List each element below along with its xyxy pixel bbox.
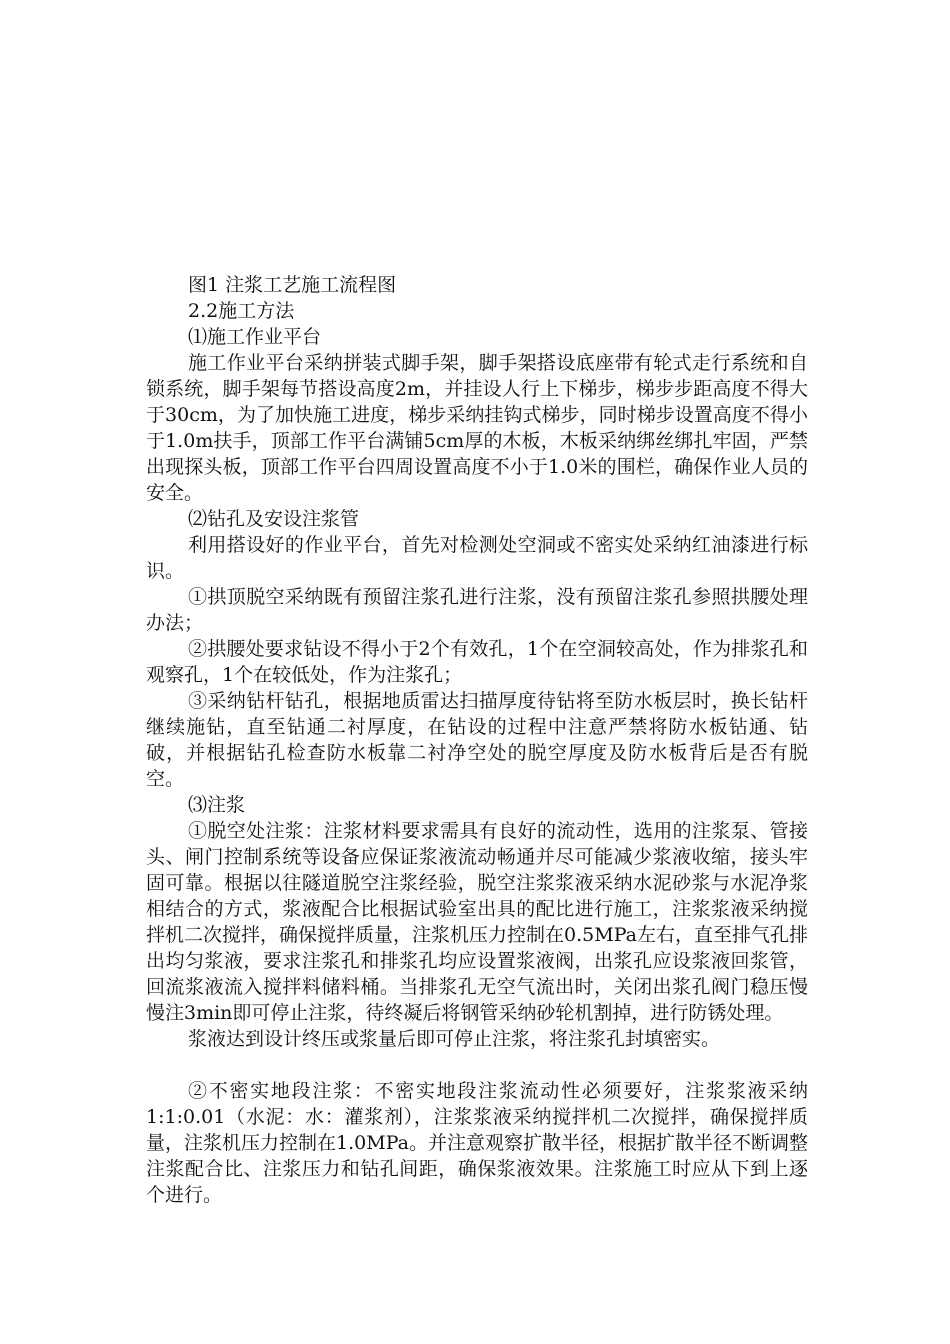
blank-line	[146, 1052, 808, 1078]
section-heading: 2.2施工方法	[188, 300, 295, 322]
figure-caption: 图1 注浆工艺施工流程图	[188, 274, 397, 296]
paragraph-stop-grouting: 浆液达到设计终压或浆量后即可停止注浆，将注浆孔封填密实。	[188, 1028, 721, 1050]
paragraph-marking: 利用搭设好的作业平台，首先对检测处空洞或不密实处采纳红油漆进行标识。	[146, 534, 808, 582]
subsection-heading-drilling: ⑵钻孔及安设注浆管	[188, 508, 360, 530]
list-item-crown: ①拱顶脱空采纳既有预留注浆孔进行注浆，没有预留注浆孔参照拱腰处理办法；	[146, 586, 808, 634]
list-item-loose-section-grouting: ②不密实地段注浆：不密实地段注浆流动性必须要好，注浆浆液采纳1:1:0.01（水泥：水：灌浆剂），注浆浆液采纳搅拌机二次搅拌，确保搅拌质量，注浆机压力控制在1.0MPa。并注意观察扩散半径，根据扩散半径不断调整注浆配合比、注浆压力和钻孔间距，确保浆液效果。注浆施工时应从下到上逐个进行。	[146, 1080, 808, 1206]
list-item-haunch: ②拱腰处要求钻设不得小于2个有效孔，1个在空洞较高处，作为排浆孔和观察孔，1个在较低处，作为注浆孔；	[146, 638, 808, 686]
subsection-heading-grouting: ⑶注浆	[188, 794, 246, 816]
list-item-drill-rod: ③采纳钻杆钻孔，根据地质雷达扫描厚度待钻将至防水板层时，换长钻杆继续施钻，直至钻通二衬厚度，在钻设的过程中注意严禁将防水板钻通、钻破，并根据钻孔检查防水板靠二衬净空处的脱空厚度及防水板背后是否有脱空。	[146, 690, 808, 790]
document-body	[146, 272, 808, 1208]
subsection-heading-platform: ⑴施工作业平台	[188, 326, 322, 348]
paragraph-platform: 施工作业平台采纳拼装式脚手架，脚手架搭设底座带有轮式走行系统和自锁系统，脚手架每节搭设高度2m，并挂设人行上下梯步，梯步步距高度不得大于30cm，为了加快施工进度，梯步采纳挂钩式梯步，同时梯步设置高度不得小于1.0m扶手，顶部工作平台满铺5cm厚的木板，木板采纳绑丝绑扎牢固，严禁出现探头板，顶部工作平台四周设置高度不小于1.0米的围栏，确保作业人员的安全。	[146, 352, 808, 504]
list-item-void-grouting: ①脱空处注浆：注浆材料要求需具有良好的流动性，选用的注浆泵、管接头、闸门控制系统等设备应保证浆液流动畅通并尽可能减少浆液收缩，接头牢固可靠。根据以往隧道脱空注浆经验，脱空注浆浆液采纳水泥砂浆与水泥净浆相结合的方式，浆液配合比根据试验室出具的配比进行施工，注浆浆液采纳搅拌机二次搅拌，确保搅拌质量，注浆机压力控制在0.5MPa左右，直至排气孔排出均匀浆液，要求注浆孔和排浆孔均应设置浆液阀，出浆孔应设浆液回浆管，回流浆液流入搅拌料储料桶。当排浆孔无空气流出时，关闭出浆孔阀门稳压慢慢注3min即可停止注浆，待终凝后将钢管采纳砂轮机割掉，进行防锈处理。	[146, 820, 808, 1024]
